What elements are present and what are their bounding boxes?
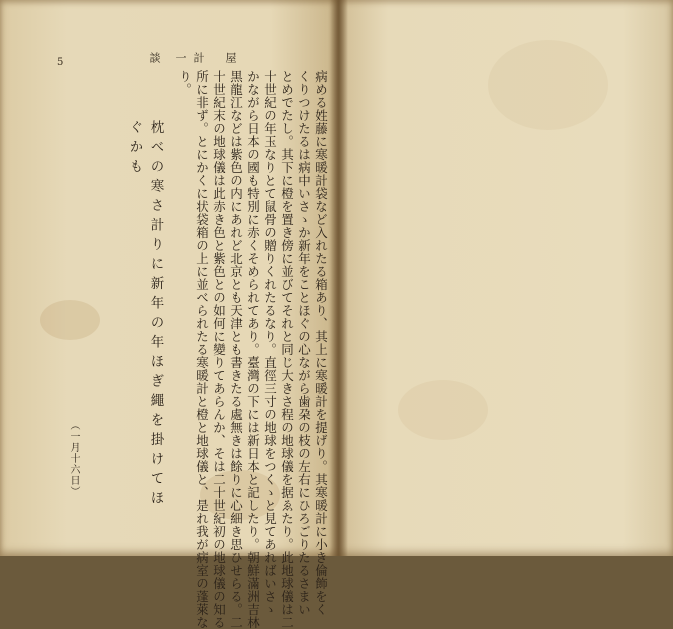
paper-stain	[40, 300, 100, 340]
body-column: とめでたし。其下に橙を置き傍に並びてそれと同じ大きさ程の地球儀を据ゑたり。此地球儀は二	[279, 70, 295, 629]
body-column: くりつけたるは病中いさゝか新年をことほぐの心ながら歯朶の枝の左右にひろごりたるさまい	[296, 70, 312, 616]
body-column: 所に非ず。とにかくに状袋箱の上に並べられたる寒暖計と橙と地球儀と、是れ我が病室の蓬萊な	[194, 70, 210, 629]
body-column: り。	[177, 70, 193, 96]
header-char: 屋	[224, 52, 237, 63]
body-column: 黒龍江などは紫色の内にあれど北京とも天津とも書きたる處無きは餘りに心細き思ひせらる。二	[228, 70, 244, 629]
page-number: 5	[57, 57, 64, 68]
book-gutter	[330, 0, 348, 556]
date-note: （一月十六日）	[68, 420, 79, 497]
body-column: 十世紀末の地球儀は此赤き色と紫色との如何に變りてあらんか、そは二十世紀初の地球儀の知る	[211, 70, 227, 629]
header-char: 計	[192, 52, 205, 63]
header-char: 一	[174, 52, 187, 63]
body-column: 十世紀の年玉なりとて鼠骨の贈りくれたるなり。直徑三寸の地球をつくゝと見てあればいさゝ	[262, 70, 278, 616]
body-column: かながら日本の國も特別に赤くそめられてあり。臺灣の下には新日本と記したり。朝鮮滿洲吉林	[245, 70, 261, 629]
header-char: 談	[148, 52, 161, 63]
right-page	[338, 0, 673, 556]
poem-column: 枕べの寒さ計りに新年の年ほぎ繩を掛けてほ	[147, 120, 164, 510]
paper-stain	[488, 40, 608, 130]
poem-column: ぐかも	[126, 120, 143, 179]
body-column: 病める姓藤に寒暖計袋など入れたる箱あり、其上に寒暖計を提げり。其寒暖計に小き倫飾をく	[313, 70, 329, 616]
paper-stain	[398, 380, 488, 440]
